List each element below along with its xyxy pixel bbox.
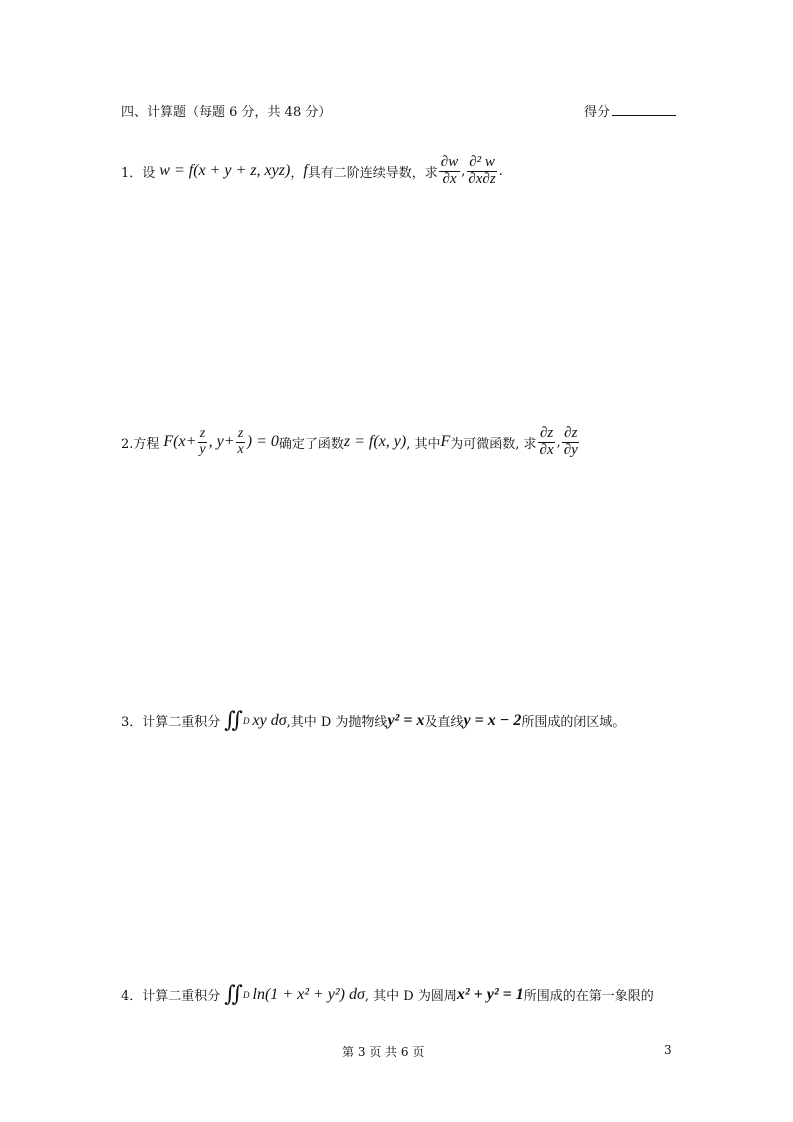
question-2 (121, 426, 581, 459)
q4-circle: x² + y² = 1 (456, 985, 524, 1003)
q1-sep: , (461, 163, 466, 179)
score-field (584, 101, 676, 120)
q2-d1-num: ∂z (539, 425, 554, 441)
section-title: 四、计算题（每题 6 分，共 48 分） (121, 105, 332, 120)
q3-text-1: ,其中 D 为抛物线 (286, 715, 388, 730)
q2-F-open: F(x+ (163, 433, 197, 451)
question-1 (121, 155, 503, 188)
q2-derivative-1 (538, 426, 556, 459)
q2-derivative-2 (562, 426, 580, 459)
q4-integrand: ln(1 + x² + y²) dσ (252, 985, 365, 1003)
q4-prefix: 4．计算二重积分 (121, 989, 221, 1004)
page-footer: 第 3 页 共 6 页 (342, 1045, 425, 1059)
q2-z-eq: z = f(x, y) (343, 433, 407, 451)
q2-prefix: 2.方程 (121, 436, 160, 452)
page-number: 3 (664, 1043, 672, 1057)
score-label: 得分 (584, 105, 611, 120)
q1-d2-num: ∂² w (469, 154, 495, 170)
q1-comma: ， (290, 165, 304, 181)
q3-line: y = x − 2 (463, 711, 522, 729)
q2-frac-2 (236, 427, 246, 457)
q1-d1-num: ∂w (440, 154, 459, 170)
q1-f: f (303, 162, 308, 180)
q4-text-2: 所围成的在第一象限的 (523, 989, 654, 1004)
q3-parabola: y² = x (387, 711, 425, 729)
q2-text-3: 为可微函数, 求 (450, 436, 537, 452)
q4-text-1: , 其中 D 为圆周 (364, 989, 457, 1004)
q4-domain: D (243, 989, 250, 1000)
q1-end: . (498, 163, 503, 179)
q1-prefix: 1．设 (121, 165, 156, 181)
q2-text-1: 确定了函数 (278, 436, 344, 452)
q2-d1-den: ∂x (539, 441, 554, 458)
q1-d1-den: ∂x (442, 170, 457, 187)
q2-d2-num: ∂z (564, 425, 578, 441)
q2-f1-den: y (199, 441, 206, 457)
q2-frac-1 (197, 427, 207, 457)
question-4 (121, 982, 654, 1007)
q2-mid: , y+ (208, 433, 235, 451)
q4-integral-sign: ∬ (224, 982, 238, 1007)
q1-function: w = f(x + y + z, xyz) (159, 162, 291, 180)
q2-eq: ) = 0 (246, 433, 279, 451)
question-3 (121, 708, 625, 733)
q2-f2-num: z (237, 426, 244, 442)
q3-domain: D (243, 715, 250, 726)
q2-sep: , (556, 434, 561, 450)
q2-f1-num: z (199, 426, 206, 442)
q2-F: F (440, 433, 451, 451)
q3-text-2: 及直线 (424, 715, 464, 730)
q1-text: 具有二阶连续导数，求 (307, 165, 438, 181)
q3-prefix: 3．计算二重积分 (121, 715, 221, 730)
score-blank (612, 103, 676, 116)
q3-integrand: xy dσ (252, 711, 287, 729)
q2-f2-den: x (237, 441, 244, 457)
q3-integral-sign: ∬ (224, 708, 238, 733)
q3-text-3: 所围成的闭区域。 (521, 715, 626, 730)
q1-derivative-2 (466, 155, 497, 188)
q2-d2-den: ∂y (563, 441, 578, 458)
q1-derivative-1 (439, 155, 460, 188)
q1-d2-den: ∂x∂z (468, 170, 496, 187)
q2-text-2: , 其中 (406, 436, 441, 452)
